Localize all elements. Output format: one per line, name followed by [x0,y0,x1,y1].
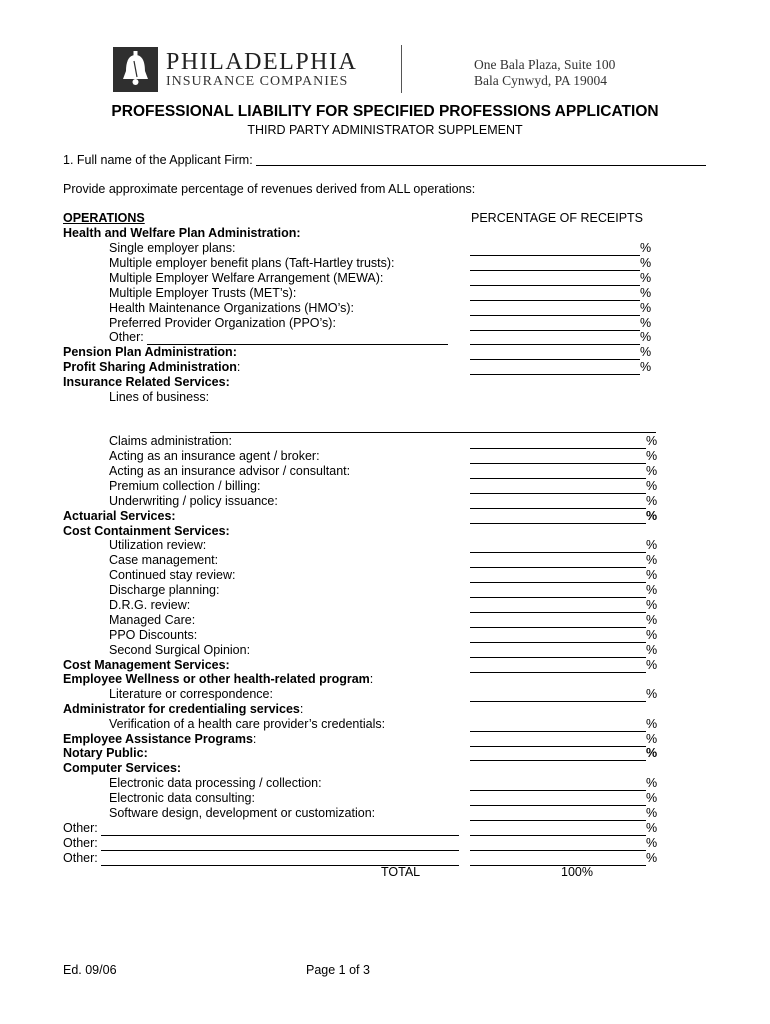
percent-sign: % [640,271,652,285]
row-label-other: Other: [63,821,98,835]
row-label: Continued stay review: [109,568,236,582]
liberty-bell-icon [113,47,158,92]
row-label-other: Other: [63,836,98,850]
percent-sign: % [646,821,658,835]
percent-input[interactable] [470,792,646,806]
row-label: Lines of business: [109,390,210,404]
percent-input[interactable] [470,569,646,583]
colon: : [299,702,304,716]
percent-input[interactable] [470,852,646,866]
percent-sign: % [646,464,658,478]
percent-sign: % [640,345,652,359]
row-label: Electronic data consulting: [109,791,255,805]
percent-sign: % [640,241,652,255]
percent-input[interactable] [470,539,646,553]
percent-sign: % [646,598,658,612]
percent-sign: % [646,509,658,523]
section-pension: Pension Plan Administration: [63,345,237,359]
row-label: Second Surgical Opinion: [109,643,251,657]
percent-input[interactable] [470,361,640,375]
row-label-other: Other: [109,330,144,344]
row-label: Multiple Employer Welfare Arrangement (MEWA): [109,271,384,285]
colon: : [369,672,374,686]
applicant-firm-name-field[interactable] [256,152,706,166]
row-label: Acting as an insurance agent / broker: [109,449,320,463]
page-subtitle: THIRD PARTY ADMINISTRATOR SUPPLEMENT [247,123,523,137]
percent-input[interactable] [470,659,646,673]
percent-input[interactable] [470,777,646,791]
footer-edition: Ed. 09/06 [63,963,117,977]
lines-of-business-input[interactable] [210,419,656,433]
other-description-input[interactable] [101,837,459,851]
percent-sign: % [646,479,658,493]
percent-sign: % [646,568,658,582]
percent-input[interactable] [470,747,646,761]
percent-input[interactable] [470,302,640,316]
percent-sign: % [646,449,658,463]
company-logo [113,47,158,92]
section-cost-containment: Cost Containment Services: [63,524,230,538]
footer-page-number: Page 1 of 3 [306,963,370,977]
section-computer: Computer Services: [63,761,182,775]
percent-sign: % [640,360,652,374]
row-label: Profit Sharing Administration [63,360,237,374]
percent-input[interactable] [470,346,640,360]
percent-input[interactable] [470,554,646,568]
company-name: PHILADELPHIA [166,49,358,75]
percent-input[interactable] [470,822,646,836]
q1-label: 1. Full name of the Applicant Firm: [63,153,253,167]
percent-input[interactable] [470,584,646,598]
percent-sign: % [640,256,652,270]
row-label: Discharge planning: [109,583,220,597]
section-health-welfare: Health and Welfare Plan Administration: [63,226,301,240]
page-title: PROFESSIONAL LIABILITY FOR SPECIFIED PROFESSIONS APPLICATION [111,103,659,120]
total-value: 100% [561,865,593,879]
section-notary: Notary Public: [63,746,148,760]
percent-sign: % [646,494,658,508]
percent-input[interactable] [470,242,640,256]
percent-input[interactable] [470,317,640,331]
instruction-text: Provide approximate percentage of revenues derived from ALL operations: [63,182,476,196]
row-label: Administrator for credentialing services [63,702,300,716]
percent-input[interactable] [470,495,646,509]
percent-sign: % [646,806,658,820]
row-label: Claims administration: [109,434,232,448]
row-label: Managed Care: [109,613,196,627]
other-description-input[interactable] [101,852,459,866]
percent-input[interactable] [470,688,646,702]
row-label: Literature or correspondence: [109,687,273,701]
percent-sign: % [646,687,658,701]
section-employee-assistance [63,732,256,746]
row-label: Utilization review: [109,538,207,552]
row-label: Verification of a health care provider’s credentials: [109,717,386,731]
percent-input[interactable] [470,599,646,613]
percent-sign: % [646,613,658,627]
percent-input[interactable] [470,331,640,345]
percent-input[interactable] [470,272,640,286]
section-insurance-related: Insurance Related Services: [63,375,230,389]
percent-input[interactable] [470,807,646,821]
percent-input[interactable] [470,510,646,524]
row-label: Health Maintenance Organizations (HMO’s): [109,301,355,315]
section-actuarial: Actuarial Services: [63,509,176,523]
row-label: Acting as an insurance advisor / consultant: [109,464,351,478]
percent-sign: % [646,643,658,657]
operations-header: OPERATIONS [63,211,145,225]
percent-sign: % [640,301,652,315]
address-line-2: Bala Cynwyd, PA 19004 [474,73,608,88]
section-employee-wellness [63,672,373,686]
percentage-header: PERCENTAGE OF RECEIPTS [471,211,644,225]
percent-sign: % [646,583,658,597]
row-label-other: Other: [63,851,98,865]
percent-input[interactable] [470,435,646,449]
row-label: Underwriting / policy issuance: [109,494,278,508]
row-label: Multiple employer benefit plans (Taft-Hartley trusts): [109,256,395,270]
percent-input[interactable] [470,614,646,628]
percent-input[interactable] [470,465,646,479]
row-label: Single employer plans: [109,241,236,255]
other-description-input[interactable] [101,822,459,836]
row-label: Electronic data processing / collection: [109,776,322,790]
percent-sign: % [646,717,658,731]
percent-sign: % [646,538,658,552]
row-label: Employee Assistance Programs [63,732,253,746]
percent-sign: % [646,628,658,642]
company-subtitle: INSURANCE COMPANIES [166,74,349,89]
percent-input[interactable] [470,629,646,643]
percent-sign: % [640,286,652,300]
section-profit-sharing [63,360,240,374]
percent-sign: % [640,330,652,344]
colon: : [236,360,241,374]
colon: : [252,732,257,746]
percent-input[interactable] [470,733,646,747]
percent-input[interactable] [470,480,646,494]
percent-sign: % [646,851,658,865]
percent-input[interactable] [470,644,646,658]
percent-sign: % [646,776,658,790]
percent-sign: % [646,553,658,567]
address-line-1: One Bala Plaza, Suite 100 [474,57,616,72]
other-description-input[interactable] [147,331,448,345]
percent-input[interactable] [470,257,640,271]
percent-input[interactable] [470,287,640,301]
section-credentialing [63,702,303,716]
row-label: Multiple Employer Trusts (MET’s): [109,286,297,300]
percent-input[interactable] [470,450,646,464]
row-label: Preferred Provider Organization (PPO’s): [109,316,336,330]
section-cost-management: Cost Management Services: [63,658,230,672]
percent-sign: % [646,791,658,805]
percent-input[interactable] [470,837,646,851]
row-label: Premium collection / billing: [109,479,261,493]
percent-sign: % [640,316,652,330]
row-label: Case management: [109,553,219,567]
row-label: D.R.G. review: [109,598,191,612]
row-label: Employee Wellness or other health-related program [63,672,370,686]
percent-sign: % [646,746,658,760]
percent-sign: % [646,836,658,850]
percent-input[interactable] [470,718,646,732]
row-label: Software design, development or customization: [109,806,376,820]
header-divider [401,45,402,93]
percent-sign: % [646,658,658,672]
percent-sign: % [646,732,658,746]
row-label: PPO Discounts: [109,628,198,642]
total-label: TOTAL [381,865,421,879]
percent-sign: % [646,434,658,448]
